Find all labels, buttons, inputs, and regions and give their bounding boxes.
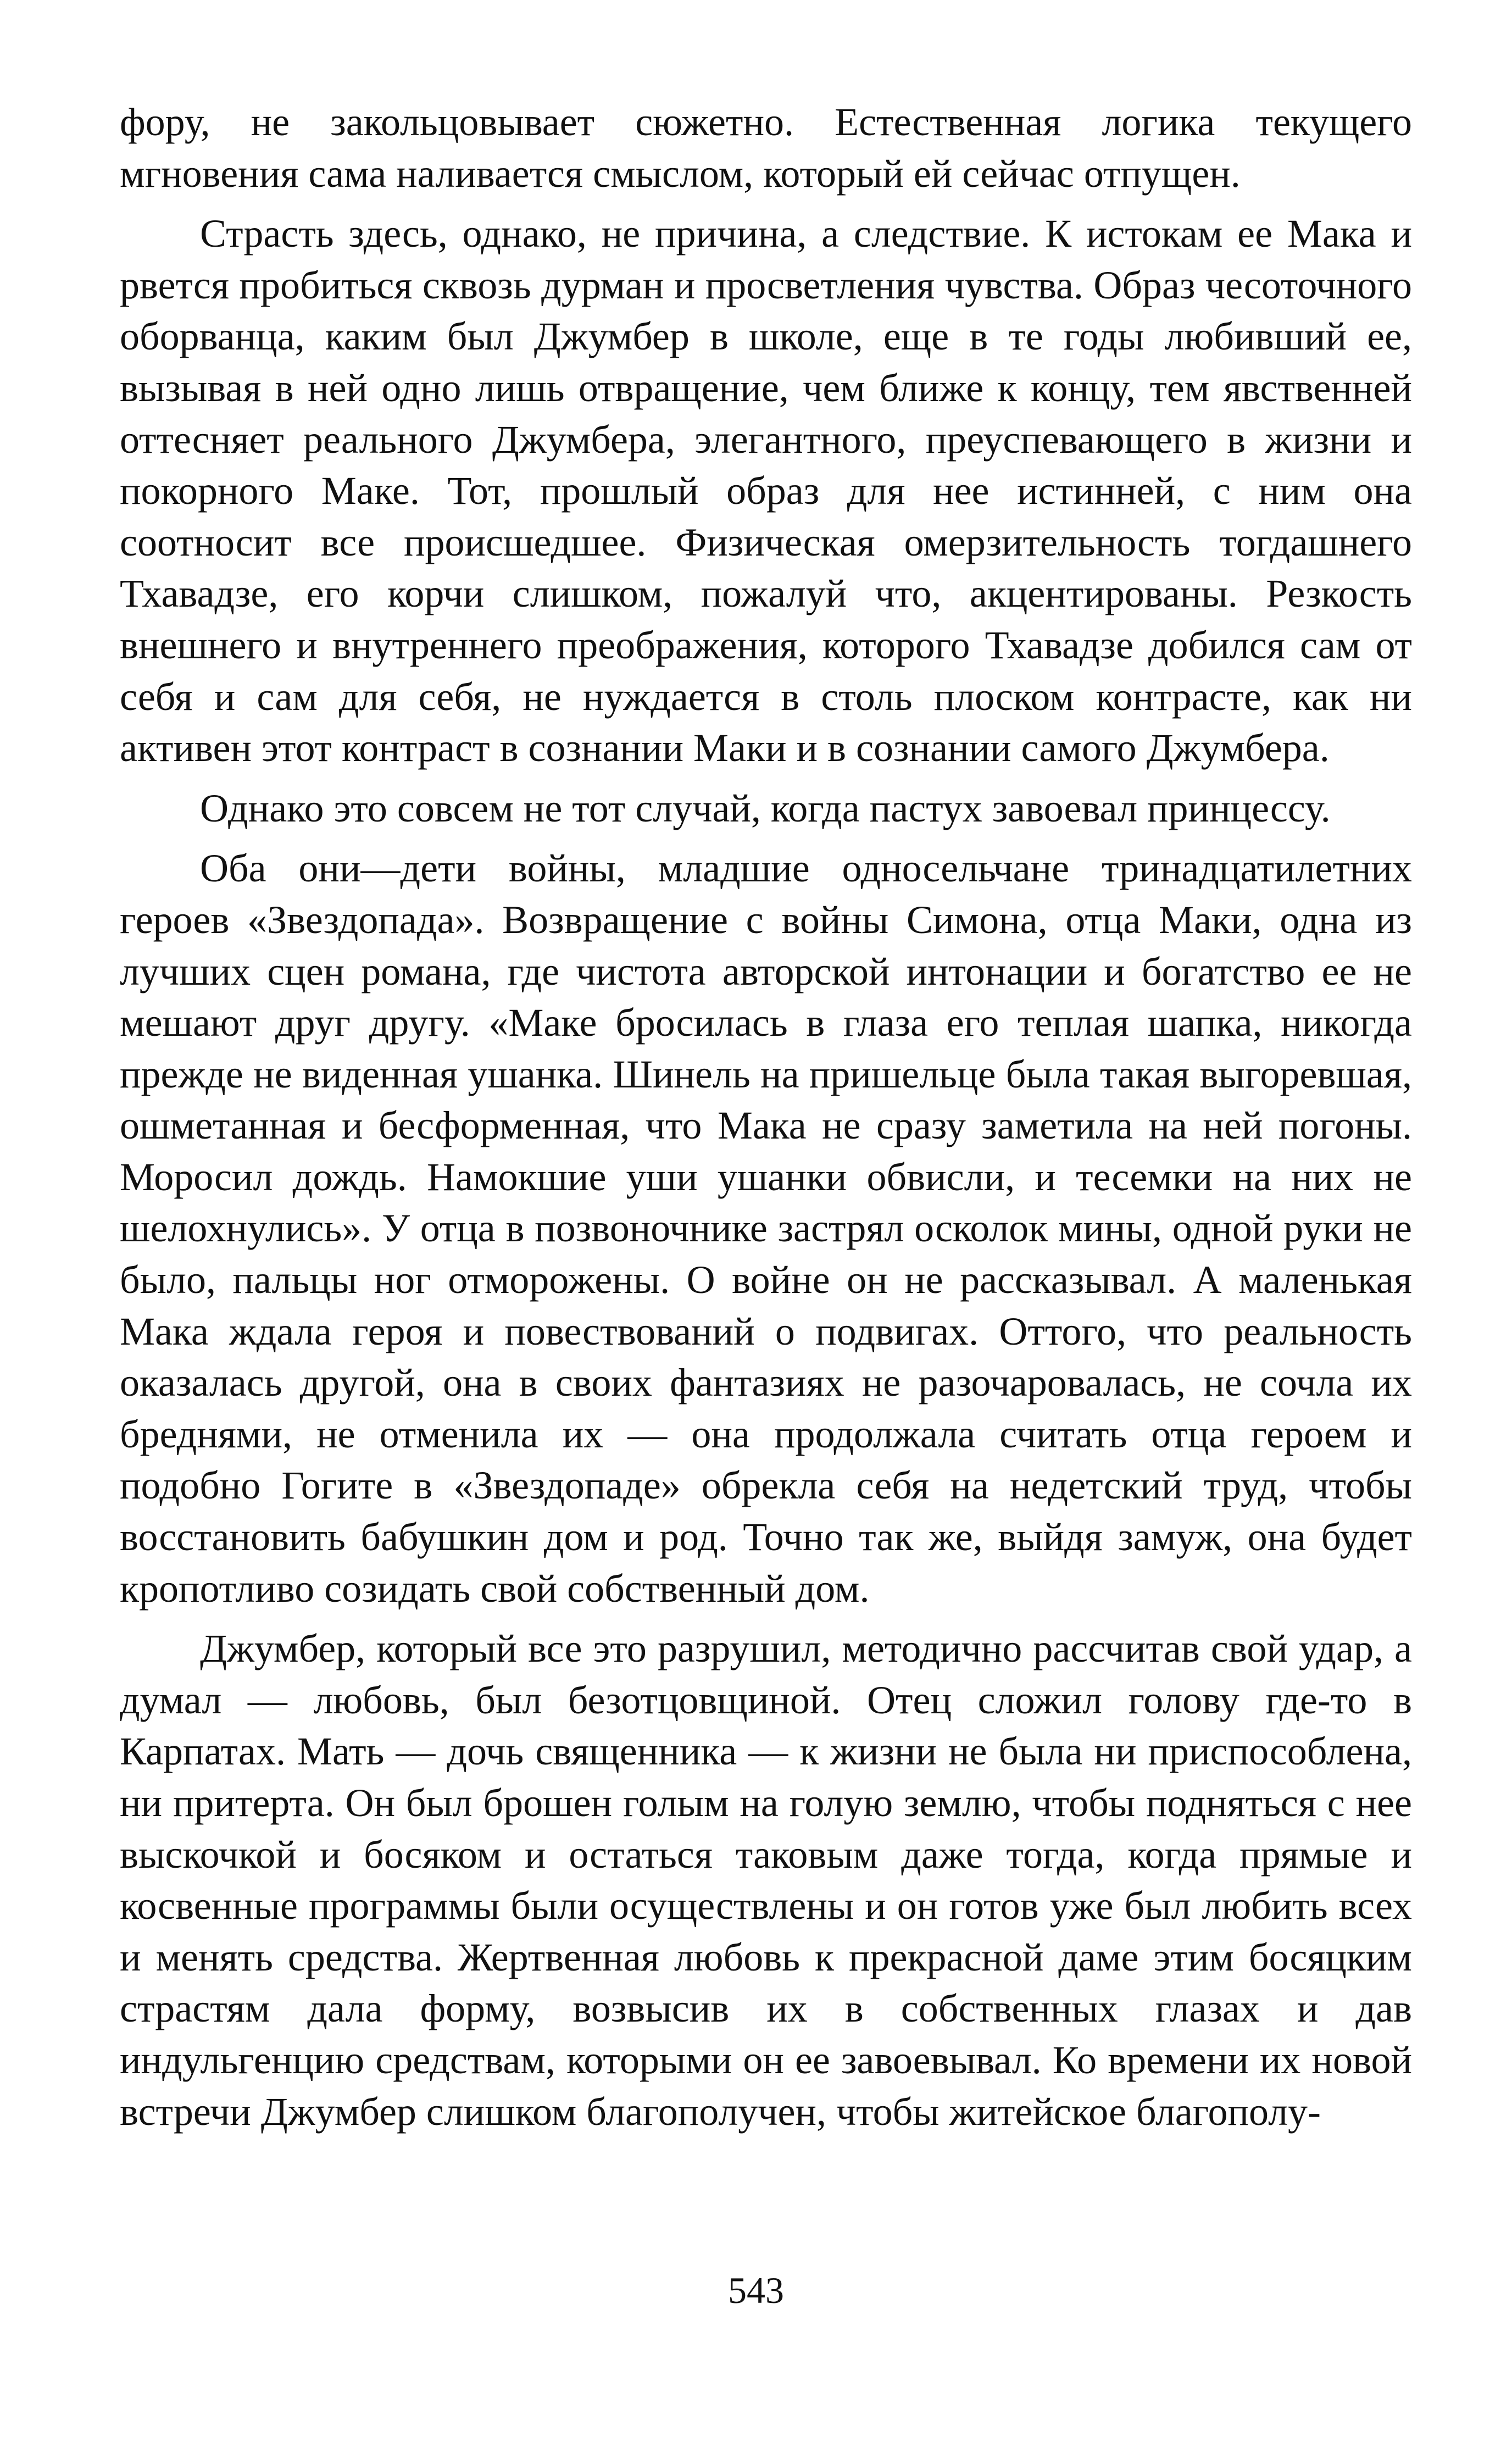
paragraph: Страсть здесь, однако, не причина, а следствие. К истокам ее Мака и рвется пробиться сквозь дурман и просветления чувства. Образ чесоточного оборванца, каким был Джумбер в школе, еще в те годы любивший ее, вызывая в ней одно лишь отвращение, чем ближе к концу, тем явственней оттесняет реального Джумбера, элегантного, преуспевающего в жизни и покорного Маке. Тот, прошлый образ для нее истинней, с ним она соотносит все происшедшее. Физическая омерзительность тогдашнего Тхавадзе, его корчи слишком, пожалуй что, акцентированы. Резкость внешнего и внутреннего преображения, которого Тхавадзе добился сам от себя и сам для себя, не нуждается в столь плоском контрасте, как ни активен этот контраст в сознании Маки и в сознании самого Джумбера.	[120, 212, 1412, 770]
paragraph: Оба они—дети войны, младшие односельчане тринадцатилетних героев «Звездопада». Возвращение с войны Симона, отца Маки, одна из лучших сцен романа, где чистота авторской интонации и богатство ее не мешают друг другу. «Маке бросилась в глаза его теплая шапка, никогда прежде не виденная ушанка. Шинель на пришельце была такая выгоревшая, ошметанная и бесформенная, что Мака не сразу заметила на ней погоны. Моросил дождь. Намокшие уши ушанки обвисли, и тесемки на них не шелохнулись». У отца в позвоночнике застрял осколок мины, одной руки не было, пальцы ног отморожены. О войне он не рассказывал. А маленькая Мака ждала героя и повествований о подвигах. Оттого, что реальность оказалась другой, она в своих фантазиях не разочаровалась, не сочла их бреднями, не отменила их — она продолжала считать отца героем и подобно Гогите в «Звездопаде» обрекла себя на недетский труд, чтобы восстановить бабушкин дом и род. Точно так же, выйдя замуж, она будет кропотливо созидать свой собственный дом.	[120, 846, 1412, 1611]
body-text	[120, 97, 1412, 2146]
page-number: 543	[728, 2269, 784, 2311]
paragraph-continuation: фору, не закольцовывает сюжетно. Естественная логика текущего мгновения сама наливается смыслом, который ей сейчас отпущен.	[120, 100, 1412, 196]
paragraph: Джумбер, который все это разрушил, методично рассчитав свой удар, а думал — любовь, был безотцовщиной. Отец сложил голову где-то в Карпатах. Мать — дочь священника — к жизни не была ни приспособлена, ни притерта. Он был брошен голым на голую землю, чтобы подняться с нее выскочкой и босяком и остаться таковым даже тогда, когда прямые и косвенные программы были осуществлены и он готов уже был любить всех и менять средства. Жертвенная любовь к прекрасной даме этим босяцким страстям дала форму, возвысив их в собственных глазах и дав индульгенцию средствам, которыми он ее завоевывал. Ко времени их новой встречи Джумбер слишком благополучен, чтобы житейское благополу-	[120, 1626, 1412, 2134]
paragraph: Однако это совсем не тот случай, когда пастух завоевал принцессу.	[200, 786, 1331, 830]
